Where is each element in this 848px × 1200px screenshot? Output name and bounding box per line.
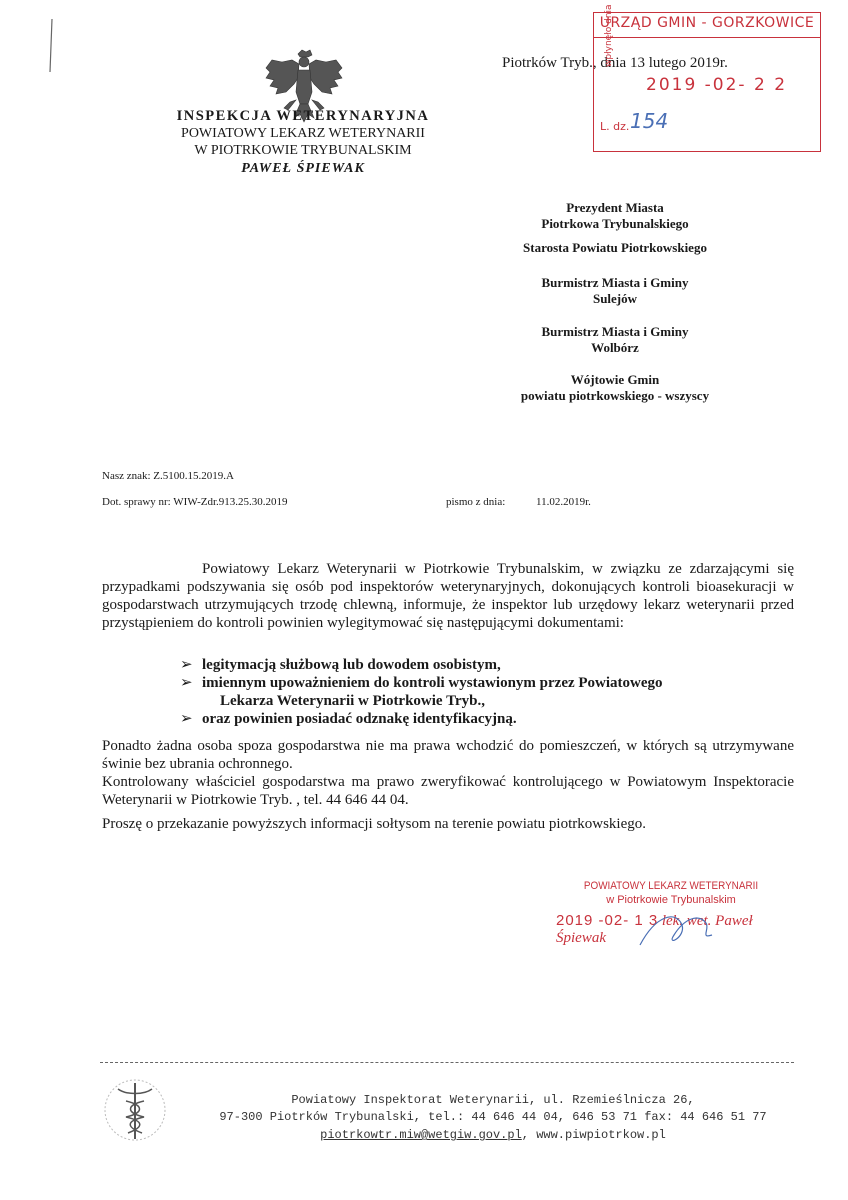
recipient-block [470,372,760,404]
list-item-continuation: Lekarza Weterynarii w Piotrkowie Tryb., [220,693,485,709]
footer-web [188,1128,798,1142]
recipient-block [470,240,760,256]
margin-mark [48,18,54,73]
recipient-block [470,324,760,356]
recipient-line: Sulejów [592,291,638,306]
body-paragraph-4: Proszę o przekazanie powyższych informacji sołtysom na terenie powiatu piotrkowskiego. [102,816,647,832]
stamp-title: URZĄD GMIN - GORZKOWICE [599,15,815,31]
body-paragraph-1: Powiatowy Lekarz Weterynarii w Piotrkowie Trybunalskim, w związku ze zdarzającymi się przypadkami podszywania się osób pod inspektorów weterynaryjnych, dokonujących kontroli bioasekuracji w gospodarstwach utrzymujących trzodę chlewną, informuje, że inspektor lub urzędowy lekarz weterynarii przed przystąpieniem do kontroli powinien wylegitymować się następującymi dokumentami: [102,561,794,631]
recipient-block [470,200,760,232]
institution-line-3: W PIOTRKOWIE TRYBUNALSKIM [194,143,412,158]
incoming-registry-stamp [593,4,821,152]
footer-contact: 97-300 Piotrków Trybunalski, tel.: 44 646 44 04, 646 53 71 fax: 44 646 51 77 [219,1110,767,1124]
case-number: Dot. sprawy nr: WIW-Zdr.913.25.30.2019 [102,496,288,508]
footer-email-link[interactable]: piotrkowtr.miw@wetgiw.gov.pl [320,1128,522,1142]
caduceus-logo-icon [104,1075,166,1145]
recipient-line: Prezydent Miasta [566,200,664,215]
institution-title: INSPEKCJA WETERYNARYJNA [176,108,430,124]
stamp-date: 2019 -02- 2 2 [646,75,788,95]
signature-stamp-line-2: w Piotrkowie Trybunalskim [606,894,736,906]
signature-stamp-line-1: POWIATOWY LEKARZ WETERYNARII [583,880,759,892]
footer-website: , www.piwpiotrkow.pl [521,1128,666,1142]
signature-stamp-date: 2019 -02- 1 3 [556,912,659,929]
stamp-ldz-label: L. dz. [600,120,630,133]
recipient-line: powiatu piotrkowskiego - wszyscy [520,388,710,403]
footer-address: Powiatowy Inspektorat Weterynarii, ul. Rzemieślnicza 26, [291,1093,695,1107]
signature-stamp-name: lek. wet. Paweł Śpiewak [556,913,753,946]
recipient-block [470,275,760,307]
list-item: ➢ legitymacją służbową lub dowodem osobistym, [180,656,794,674]
list-item: ➢ imiennym upoważnieniem do kontroli wystawionym przez Powiatowego [180,674,794,692]
document-requirements-list [180,656,794,728]
body-paragraph-3: Kontrolowany właściciel gospodarstwa ma prawo zweryfikować kontrolującego w Powiatowym Inspektoracie Weterynarii w Piotrkowie Tryb. , tel. 44 646 44 04. [102,774,794,808]
institution-line-2: POWIATOWY LEKARZ WETERYNARII [181,126,425,141]
recipient-line: Starosta Powiatu Piotrkowskiego [523,240,707,255]
official-name: PAWEŁ ŚPIEWAK [241,161,365,176]
handwritten-signature [636,905,716,955]
stamp-ldz-number: 154 [630,109,669,133]
body-paragraph-2: Ponadto żadna osoba spoza gospodarstwa nie ma prawa wchodzić do pomieszczeń, w których są utrzymywane świnie bez ubrania ochronnego. [102,738,794,772]
letter-date-label: pismo z dnia: [446,496,506,508]
recipient-line: Wójtowie Gmin [570,372,660,387]
recipient-line: Burmistrz Miasta i Gminy [541,275,689,290]
date-line: Piotrków Tryb., dnia 13 lutego 2019r. [502,55,728,71]
list-item: ➢ oraz powinien posiadać odznakę identyfikacyjną. [180,710,794,728]
our-reference: Nasz znak: Z.5100.15.2019.A [102,470,234,482]
recipient-line: Wolbórz [591,340,639,355]
recipient-line: Piotrkowa Trybunalskiego [541,216,689,231]
recipient-line: Burmistrz Miasta i Gminy [541,324,689,339]
footer-divider [100,1062,794,1063]
stamp-side-label: wpłynęło dnia [604,4,614,67]
stamp-divider [594,37,820,38]
letter-date: 11.02.2019r. [536,496,591,508]
